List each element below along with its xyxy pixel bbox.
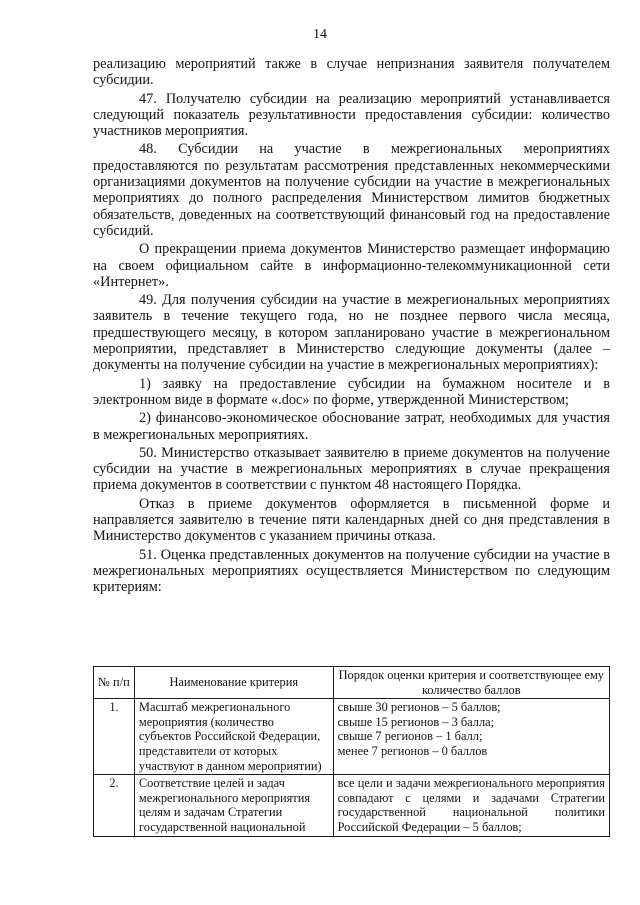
paragraph-49: 49. Для получения субсидии на участие в межрегиональных мероприятиях заявитель в течение текущего года, но не позднее первого числа месяца, предшествующего месяцу, в котором запланировано участие в межрегиональном мероприятии, представляет в Министерство следующие документы (далее – документы на получение субсидии на участие в межрегиональных мероприятиях):	[93, 292, 610, 374]
paragraph-50: 50. Министерство отказывает заявителю в приеме документов на получение субсидии на участие в межрегиональных мероприятиях в случае прекращения приема документов в соответствии с пунктом 48 настоящего Порядка.	[93, 444, 610, 494]
row-number: 1.	[94, 699, 135, 775]
criterion-name: Соответствие целей и задач межрегионального мероприятия целям и задачам Стратегии государственной национальной	[134, 775, 333, 836]
paragraph-50-refusal: Отказ в приеме документов оформляется в письменной форме и направляется заявителю в течение пяти календарных дней со дня представления в Министерство документов с указанием причины отказа.	[93, 495, 610, 545]
paragraph-46-continuation: реализацию мероприятий также в случае непризнания заявителя получателем субсидии.	[93, 56, 610, 89]
score-line: свыше 30 регионов – 5 баллов;	[337, 700, 501, 715]
score-line: свыше 7 регионов – 1 балл;	[337, 729, 483, 744]
table-row	[94, 699, 610, 775]
criterion-name: Масштаб межрегионального мероприятия (количество субъектов Российской Федерации, представители от которых участвуют в данном мероприятии)	[134, 699, 333, 775]
score-line: свыше 15 регионов – 3 балла;	[337, 714, 495, 729]
header-number: № п/п	[94, 667, 135, 699]
paragraph-48-notice: О прекращении приема документов Министерство размещает информацию на своем официальном сайте в информационно-телекоммуникационной сети «Интернет».	[93, 241, 610, 290]
criterion-scores: все цели и задачи межрегионального мероприятия совпадают с целями и задачами Стратегии государственной национальной политики Российской Федерации – 5 баллов;	[333, 775, 609, 836]
table-header-row	[94, 667, 610, 699]
row-number: 2.	[94, 775, 135, 836]
paragraph-49-item-2: 2) финансово-экономическое обоснование затрат, необходимых для участия в межрегиональных мероприятиях.	[93, 410, 610, 443]
header-scoring-order: Порядок оценки критерия и соответствующее ему количество баллов	[333, 667, 609, 699]
paragraph-49-item-1: 1) заявку на предоставление субсидии на бумажном носителе и в электронном виде в формате «.doc» по форме, утвержденной Министерством;	[93, 375, 610, 408]
paragraph-48: 48. Субсидии на участие в межрегиональных мероприятиях предоставляются по результатам рассмотрения представленных некоммерческими организациями документов на получение субсидии на участие в межрегиональных мероприятиях до полного распределения Министерством лимитов бюджетных обязательств, доведенных на соответствующий финансовый год на предоставление субсидий.	[93, 141, 610, 239]
paragraph-51: 51. Оценка представленных документов на получение субсидии на участие в межрегиональных мероприятиях осуществляется Министерством по следующим критериям:	[93, 546, 610, 596]
header-criterion-name: Наименование критерия	[134, 667, 333, 699]
criteria-table	[93, 666, 610, 837]
paragraph-47: 47. Получателю субсидии на реализацию мероприятий устанавливается следующий показатель результативности предоставления субсидии: количество участников мероприятия.	[93, 90, 610, 140]
criterion-scores	[333, 699, 609, 775]
table-row	[94, 775, 610, 836]
page-number: 14	[313, 27, 327, 42]
body-text	[93, 56, 610, 598]
score-line: менее 7 регионов – 0 баллов	[337, 743, 488, 758]
